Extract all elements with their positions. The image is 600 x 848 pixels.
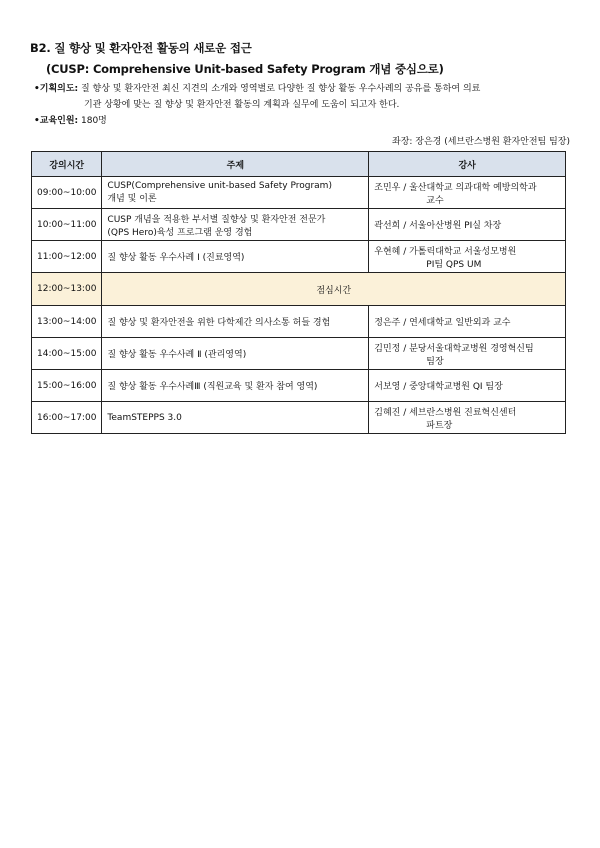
schedule-table: [31, 151, 566, 434]
topic-line1: CUSP 개념을 적용한 부서별 질향상 및 환자안전 전문가: [107, 214, 326, 225]
row-time: 13:00~14:00: [32, 306, 102, 338]
speaker-line1: 김민정 / 분당서울대학교병원 경영혁신팀: [374, 343, 534, 354]
speaker-line2: PI팀 QPS UM: [426, 259, 482, 270]
row-time: 11:00~12:00: [32, 241, 102, 273]
section-title: B2. 질 향상 및 환자안전 활동의 새로운 접근: [30, 41, 252, 55]
row-time: 16:00~17:00: [32, 402, 102, 434]
row-topic: 질 향상 활동 우수사례Ⅲ (직원교육 및 환자 참여 영역): [102, 370, 369, 402]
row-topic: 질 향상 활동 우수사례 Ⅱ (관리영역): [102, 338, 369, 370]
row-speaker: 곽선희 / 서울아산병원 PI실 차장: [369, 209, 566, 241]
row-speaker: [369, 241, 566, 273]
row-topic: TeamSTEPPS 3.0: [102, 402, 369, 434]
row-topic: 질 향상 활동 우수사례 I (진료영역): [102, 241, 369, 273]
intent-text-line1: 질 향상 및 환자안전 최신 지견의 소개와 영역별로 다양한 질 향상 활동 우수사례의 공유를 통하여 의료: [78, 84, 481, 94]
speaker-line1: 조민우 / 울산대학교 의과대학 예방의학과: [374, 182, 537, 193]
chair-info: 좌장: 장은경 (세브란스병원 환자안전팀 팀장): [392, 137, 570, 147]
intent-label: •기획의도:: [34, 84, 79, 94]
row-topic: [102, 209, 369, 241]
topic-line2: (QPS Hero)육성 프로그램 운영 경험: [107, 227, 253, 238]
table-row: [32, 241, 566, 273]
table-header-row: [32, 152, 566, 177]
section-subtitle: (CUSP: Comprehensive Unit-based Safety Program 개념 중심으로): [46, 62, 444, 76]
header-time: 강의시간: [32, 152, 102, 177]
row-topic: 질 향상 및 환자안전을 위한 다학제간 의사소통 허들 경험: [102, 306, 369, 338]
row-speaker: [369, 402, 566, 434]
lunch-time: 12:00~13:00: [32, 273, 102, 306]
education-headcount: [34, 113, 107, 126]
lunch-label: 점심시간: [102, 273, 566, 306]
speaker-line2: 교수: [426, 195, 444, 206]
row-speaker: [369, 177, 566, 209]
lunch-row: [32, 273, 566, 306]
table-row: [32, 177, 566, 209]
row-time: 14:00~15:00: [32, 338, 102, 370]
row-speaker: 정은주 / 연세대학교 일반외과 교수: [369, 306, 566, 338]
topic-line1: CUSP(Comprehensive unit-based Safety Program): [107, 181, 332, 191]
table-row: [32, 338, 566, 370]
education-value: 180명: [78, 116, 107, 126]
table-row: [32, 370, 566, 402]
row-speaker: 서보영 / 중앙대학교병원 QI 팀장: [369, 370, 566, 402]
row-time: 10:00~11:00: [32, 209, 102, 241]
row-speaker: [369, 338, 566, 370]
table-row: [32, 209, 566, 241]
header-topic: 주제: [102, 152, 369, 177]
speaker-line2: 파트장: [426, 420, 453, 431]
row-time: 15:00~16:00: [32, 370, 102, 402]
topic-line2: 개념 및 이론: [107, 194, 157, 204]
header-speaker: 강사: [369, 152, 566, 177]
table-row: [32, 306, 566, 338]
speaker-line1: 김혜진 / 세브란스병원 진료혁신센터: [374, 407, 517, 418]
speaker-line2: 팀장: [426, 356, 444, 367]
intent-text-line2: 기관 상황에 맞는 질 향상 및 환자안전 활동의 계획과 실무에 도움이 되고자 한다.: [84, 100, 400, 110]
row-time: 09:00~10:00: [32, 177, 102, 209]
education-label: •교육인원:: [34, 116, 79, 126]
table-row: [32, 402, 566, 434]
speaker-line1: 우현혜 / 가톨릭대학교 서울성모병원: [374, 246, 517, 257]
planning-intent: [34, 81, 574, 113]
row-topic: [102, 177, 369, 209]
